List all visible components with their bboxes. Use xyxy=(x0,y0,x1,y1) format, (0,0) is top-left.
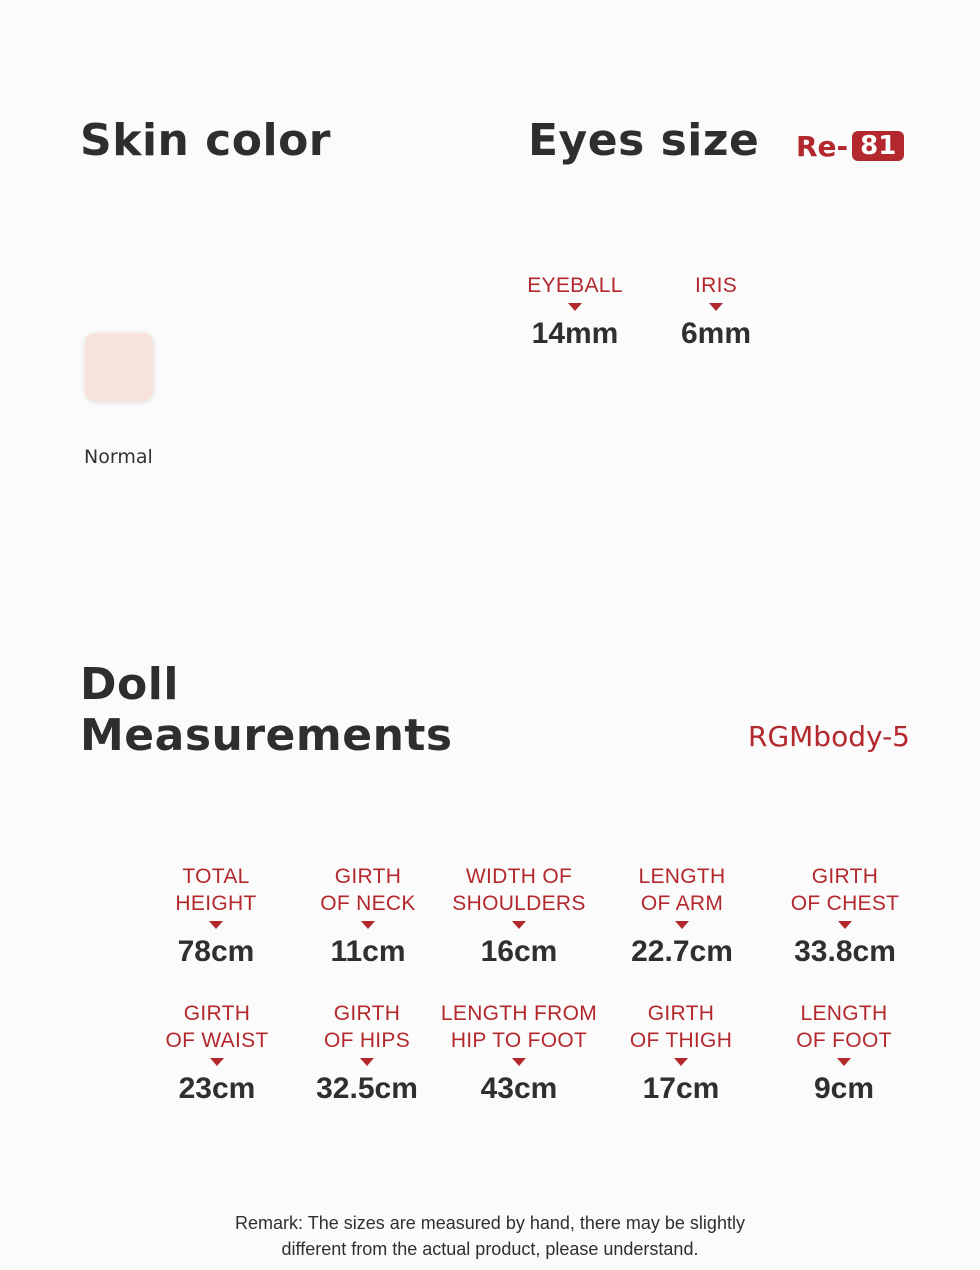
down-arrow-icon xyxy=(210,1058,224,1066)
down-arrow-icon xyxy=(838,921,852,929)
body-code: RGMbody-5 xyxy=(748,720,910,753)
measure-girth-waist xyxy=(142,1000,292,1106)
skin-color-swatch[interactable] xyxy=(85,333,153,401)
measure-label: WIDTH OF SHOULDERS xyxy=(452,865,586,915)
measurements-heading xyxy=(80,660,453,761)
measure-label: TOTAL HEIGHT xyxy=(175,865,257,915)
measure-total-height xyxy=(141,863,291,969)
measure-label: GIRTH OF WAIST xyxy=(165,1002,269,1052)
measure-girth-thigh xyxy=(606,1000,756,1106)
skin-color-heading: Skin color xyxy=(80,115,331,166)
eye-code xyxy=(796,126,904,166)
down-arrow-icon xyxy=(512,1058,526,1066)
measure-value: 11cm xyxy=(330,935,406,968)
measure-girth-neck xyxy=(293,863,443,969)
measure-label: GIRTH OF THIGH xyxy=(629,1002,733,1052)
down-arrow-icon xyxy=(674,1058,688,1066)
down-arrow-icon xyxy=(709,303,723,311)
measure-value: 16cm xyxy=(480,935,558,968)
down-arrow-icon xyxy=(512,921,526,929)
measure-value: 43cm xyxy=(480,1072,558,1105)
measure-value: 22.7cm xyxy=(631,935,733,968)
down-arrow-icon xyxy=(360,1058,374,1066)
remark-note xyxy=(140,1210,840,1262)
measure-label: LENGTH OF FOOT xyxy=(796,1002,892,1052)
skin-color-label: Normal xyxy=(84,446,153,468)
down-arrow-icon xyxy=(675,921,689,929)
spec-value: 6mm xyxy=(680,317,752,350)
eye-code-badge: 81 xyxy=(852,131,904,161)
measure-girth-chest xyxy=(770,863,920,969)
measure-value: 17cm xyxy=(642,1072,720,1105)
spec-value: 14mm xyxy=(531,317,619,350)
measure-value: 78cm xyxy=(177,935,255,968)
measure-girth-hips xyxy=(292,1000,442,1106)
eye-code-prefix: Re- xyxy=(796,129,849,163)
measure-width-shoulders xyxy=(444,863,594,969)
measure-value: 33.8cm xyxy=(794,935,896,968)
measure-value: 32.5cm xyxy=(316,1072,418,1105)
measure-hip-to-foot xyxy=(434,1000,604,1106)
eyeball-spec xyxy=(500,272,650,351)
measure-value: 23cm xyxy=(178,1072,256,1105)
measure-label: LENGTH OF ARM xyxy=(638,865,726,915)
measure-label: LENGTH FROM HIP TO FOOT xyxy=(440,1002,598,1052)
measure-length-arm xyxy=(607,863,757,969)
measure-value: 9cm xyxy=(813,1072,875,1105)
spec-label: IRIS xyxy=(694,274,738,297)
down-arrow-icon xyxy=(361,921,375,929)
iris-spec xyxy=(641,272,791,351)
measure-length-foot xyxy=(769,1000,919,1106)
measurements-heading-line2: Measurements xyxy=(80,709,453,761)
eyes-size-heading: Eyes size xyxy=(528,115,760,166)
down-arrow-icon xyxy=(568,303,582,311)
down-arrow-icon xyxy=(209,921,223,929)
down-arrow-icon xyxy=(837,1058,851,1066)
measure-label: GIRTH OF CHEST xyxy=(790,865,900,915)
spec-label: EYEBALL xyxy=(527,274,623,297)
measure-label: GIRTH OF NECK xyxy=(320,865,416,915)
remark-line1: Remark: The sizes are measured by hand, there may be slightly xyxy=(235,1213,745,1233)
remark-line2: different from the actual product, please understand. xyxy=(281,1239,699,1259)
measurements-heading-line1: Doll xyxy=(80,659,179,710)
measure-label: GIRTH OF HIPS xyxy=(323,1002,411,1052)
